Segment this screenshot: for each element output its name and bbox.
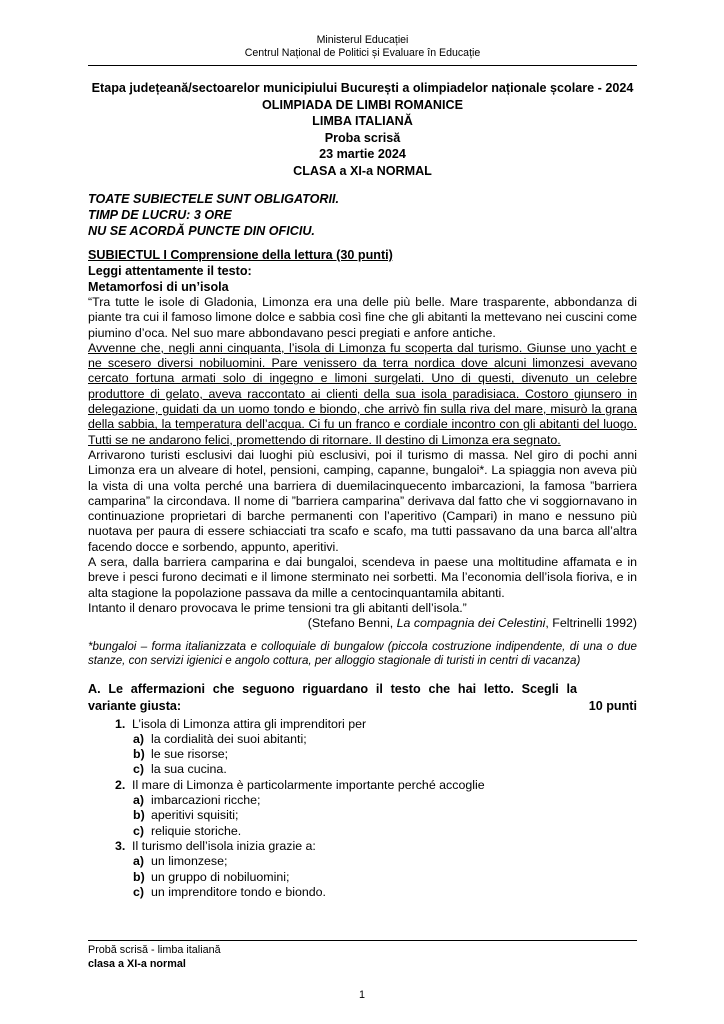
- title-stage-line: Etapa județeană/sectoarelor municipiului București a olimpiadelor naționale școlare - 2024: [91, 81, 634, 95]
- question-text: Il mare di Limonza è particolarmente importante perché accoglie: [132, 777, 485, 792]
- story-paragraph-4: A sera, dalla barriera camparina e dai bungaloi, scendeva in paese una moltitudine affamata e in breve i pesci furono decimati e il limone sterminato nei sorbetti. Ma l’economia dell’isola fioriva, e in alta stagione la popolazione passava da mille a centocinquantamila abitanti.: [88, 555, 637, 600]
- question-2-option-b: [88, 808, 637, 823]
- question-1: [88, 717, 637, 778]
- title-block: [88, 80, 637, 179]
- option-text: la cordialità dei suoi abitanti;: [151, 731, 307, 746]
- option-letter: b): [133, 808, 145, 823]
- read-instruction-label: Leggi attentamente il testo:: [88, 264, 252, 278]
- option-letter: a): [133, 793, 145, 808]
- option-letter: b): [133, 747, 145, 762]
- story-paragraph-5: Intanto il denaro provocava le prime tensioni tra gli abitanti dell’isola.”: [88, 600, 467, 615]
- title-class-line: CLASA a XI-a NORMAL: [293, 163, 432, 178]
- option-text: aperitivi squisiti;: [151, 808, 239, 823]
- question-3-option-c: [88, 885, 637, 900]
- option-text: un gruppo di nobiluomini;: [151, 869, 290, 884]
- question-text: L’isola di Limonza attira gli imprenditori per: [132, 716, 367, 731]
- question-1-option-c: [88, 762, 637, 777]
- question-3-option-b: [88, 870, 637, 885]
- option-text: reliquie storiche.: [151, 823, 242, 838]
- question-3-option-a: [88, 854, 637, 869]
- option-letter: c): [133, 823, 145, 838]
- title-test-type-line: Proba scrisă: [324, 130, 401, 145]
- footnote-bungaloi: *bungaloi – forma italianizzata e colloquiale di bungalow (piccola costruzione indipendente, di una o due stanze, con servizi igienici e angolo cottura, per alloggio stagionale di turisti in centri di vacanza): [88, 639, 637, 668]
- reading-text-title: Metamorfosi di un’isola: [88, 280, 229, 294]
- source-attribution: [88, 616, 637, 631]
- attribution-publisher: , Feltrinelli 1992): [545, 616, 637, 631]
- title-language-line: LIMBA ITALIANĂ: [312, 114, 413, 128]
- attribution-author: (Stefano Benni,: [307, 616, 397, 631]
- option-letter: a): [133, 731, 145, 746]
- question-2: [88, 778, 637, 839]
- ministry-name: Ministerul Educației: [316, 34, 409, 46]
- attribution-book-title: La compagnia dei Celestini: [396, 616, 546, 631]
- title-date-line: 23 martie 2024: [319, 147, 406, 161]
- page-number: 1: [358, 989, 365, 1001]
- story-paragraph-1: “Tra tutte le isole di Gladonia, Limonza era una delle più belle. Mare trasparente, abbondanza di piante tra cui il famoso limone dolce e sabbia così fine che gli abitanti la mettevano nei cuscini come piumino d’oca. Nel suo mare abbondavano pesci pregiati e anfore antiche.: [88, 295, 637, 340]
- footer-class-name: clasa a XI-a normal: [88, 957, 186, 970]
- section-a-prompt-text: A. Le affermazioni che seguono riguardano il testo che hai letto. Scegli la variante giusta:: [88, 681, 577, 713]
- subject1-heading: SUBIECTUL I Comprensione della lettura (30 punti): [88, 248, 393, 262]
- question-3: [88, 839, 637, 900]
- story-paragraph-2-underlined: Avvenne che, negli anni cinquanta, l’isola di Limonza fu scoperta dal turismo. Giunse uno yacht e ne scesero diversi nobiluomini. Pare venissero da terra nordica dove alcuni limonzesi avevano cercato fortuna armati solo di ingegno e limoni surgelati. Uno di questi, divenuto un celebre produttore di gelato, aveva raccontato ai clienti della sua isola paradisiaca. Costoro giunsero in delegazione, guidati da un uomo tondo e biondo, che arrivò fin sulla riva del mare, misurò la grana della sabbia, la temperatura dell’acqua. Ci fu un franco e cordiale incontro con gli abitanti del luogo. Tutti se ne andarono felici, promettendo di ritornare. Il destino di Limonza era segnato.: [88, 340, 637, 447]
- page-footer: [88, 940, 637, 971]
- option-letter: a): [133, 854, 145, 869]
- section-a-prompt: [88, 681, 637, 715]
- title-olympiad-line: OLIMPIADA DE LIMBI ROMANICE: [261, 97, 464, 112]
- option-letter: c): [133, 884, 145, 899]
- reading-text: [88, 295, 637, 616]
- question-2-stem: [88, 778, 637, 793]
- instruction-time: TIMP DE LUCRU: 3 ORE: [88, 208, 232, 222]
- center-name: Centrul Național de Politici și Evaluare în Educație: [244, 47, 481, 59]
- option-text: un imprenditore tondo e biondo.: [151, 884, 326, 899]
- instruction-no-default-points: NU SE ACORDĂ PUNCTE DIN OFICIU.: [88, 224, 315, 238]
- section-a-points: 10 punti: [588, 698, 637, 713]
- option-text: la sua cucina.: [151, 762, 227, 777]
- question-1-option-a: [88, 732, 637, 747]
- header-divider: [88, 65, 637, 66]
- question-number: 2.: [115, 777, 126, 792]
- question-list: [88, 717, 637, 901]
- document-header: [88, 34, 637, 60]
- option-text: imbarcazioni ricche;: [151, 793, 261, 808]
- instructions-block: [88, 191, 637, 239]
- option-text: le sue risorse;: [151, 747, 229, 762]
- question-3-stem: [88, 839, 637, 854]
- instruction-mandatory: TOATE SUBIECTELE SUNT OBLIGATORII.: [88, 192, 339, 206]
- question-1-option-b: [88, 747, 637, 762]
- question-text: Il turismo dell’isola inizia grazie a:: [132, 838, 316, 853]
- question-2-option-c: [88, 824, 637, 839]
- question-number: 3.: [115, 838, 126, 853]
- question-2-option-a: [88, 793, 637, 808]
- footer-test-name: Probă scrisă - limba italiană: [88, 944, 221, 956]
- story-paragraph-3: Arrivarono turisti esclusivi dai luoghi più esclusivi, poi il turismo di massa. Nel giro di pochi anni Limonza era un alveare di hotel, pensioni, camping, capanne, bungaloi*. La spiaggia non aveva più la vista di una volta perché una barriera di duemilacinquecento imbarcazioni, la famosa ”barriera camparina” la circondava. Il nome di ”barriera camparina” derivava dal fatto che vi soggiornavano in continuazione proprietari di barche permanenti con l’aperitivo (Campari) in mano e nessuno più nuotava per paura di essere schiacciati tra scafo e scafo, ma tutti passavano da una barca all’altra facendo docce e sorbendo, appunto, aperitivi.: [88, 447, 637, 554]
- question-number: 1.: [115, 716, 126, 731]
- question-1-stem: [88, 717, 637, 732]
- option-text: un limonzese;: [151, 854, 228, 869]
- option-letter: b): [133, 869, 145, 884]
- option-letter: c): [133, 762, 145, 777]
